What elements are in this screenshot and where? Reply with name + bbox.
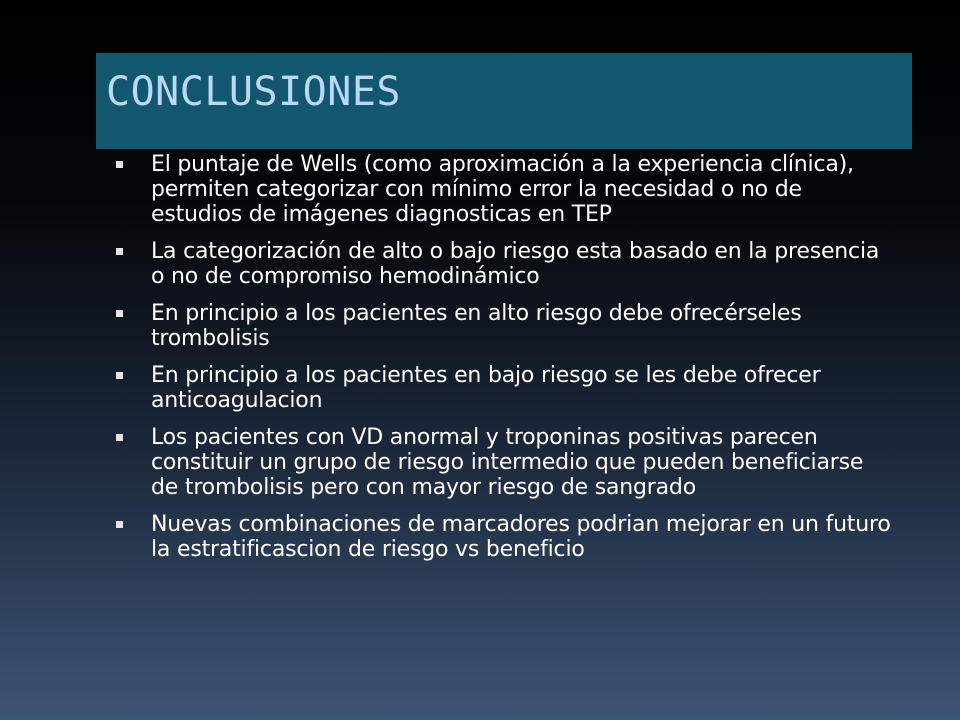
slide-title: CONCLUSIONES xyxy=(106,69,401,115)
bullet-item xyxy=(112,425,892,500)
bullet-text: En principio a los pacientes en alto riesgo debe ofrecérseles trombolisis xyxy=(151,301,802,351)
bullet-text: Los pacientes con VD anormal y troponinas positivas parecen constituir un grupo de riesgo intermedio que pueden beneficiarse de trombolisis pero con mayor riesgo de sangrado xyxy=(151,425,864,500)
square-bullet-icon xyxy=(116,372,123,379)
square-bullet-icon xyxy=(116,161,123,168)
bullet-text: En principio a los pacientes en bajo riesgo se les debe ofrecer anticoagulacion xyxy=(151,363,821,413)
square-bullet-icon xyxy=(116,521,123,528)
bullet-text: La categorización de alto o bajo riesgo esta basado en la presencia o no de compromiso hemodinámico xyxy=(151,239,880,289)
bullet-item xyxy=(112,512,892,562)
square-bullet-icon xyxy=(116,434,123,441)
square-bullet-icon xyxy=(116,248,123,255)
square-bullet-icon xyxy=(116,310,123,317)
bullet-list xyxy=(112,152,892,574)
title-bar xyxy=(96,53,912,149)
bullet-item xyxy=(112,301,892,351)
bullet-item xyxy=(112,363,892,413)
bullet-text: El puntaje de Wells (como aproximación a la experiencia clínica), permiten categorizar con mínimo error la necesidad o no de estudios de imágenes diagnosticas en TEP xyxy=(151,152,854,227)
bullet-item xyxy=(112,152,892,227)
bullet-text: Nuevas combinaciones de marcadores podrian mejorar en un futuro la estratificascion de riesgo vs beneficio xyxy=(151,512,891,562)
bullet-item xyxy=(112,239,892,289)
